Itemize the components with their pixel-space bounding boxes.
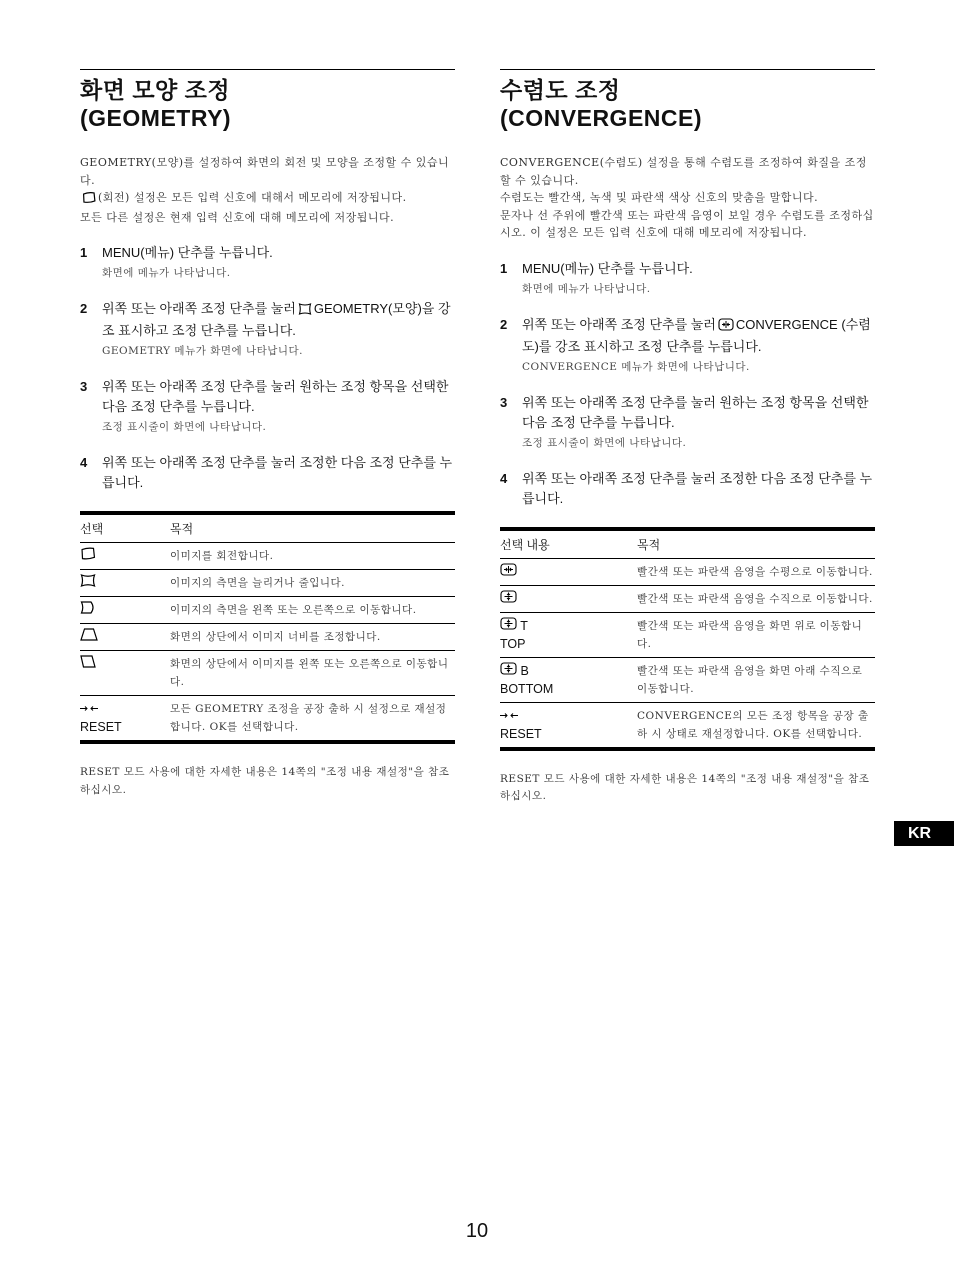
intro-paragraph: (회전) 설정은 모든 입력 신호에 대해서 메모리에 저장됩니다. (80, 189, 455, 209)
table-row: 화면의 상단에서 이미지 너비를 조정합니다. (80, 624, 455, 651)
geometry-section (80, 69, 455, 799)
rotation-icon (82, 191, 96, 209)
title-line-1: 수렴도 조정 (500, 77, 621, 103)
reset-icon (500, 709, 518, 723)
table-row: 이미지를 회전합니다. (80, 543, 455, 570)
intro-paragraph: 모든 다른 설정은 현재 입력 신호에 대해 메모리에 저장됩니다. (80, 210, 395, 224)
rotation-icon (80, 549, 96, 563)
intro-paragraph: 문자나 선 주위에 빨간색 또는 파란색 음영이 보일 경우 수렴도를 조정하십시오. 이 설정은 모든 입력 신호에 대해 메모리에 저장됩니다. (500, 208, 874, 239)
title-line-2: (GEOMETRY) (80, 105, 232, 131)
language-tab: KR (894, 821, 954, 846)
convergence-title (500, 76, 875, 132)
section-rule (500, 69, 875, 70)
convergence-section (500, 69, 875, 806)
geometry-steps (80, 243, 455, 493)
step-1: 1 MENU(메뉴) 단추를 누릅니다. 화면에 메뉴가 나타납니다. (500, 260, 693, 295)
table-row: 이미지의 측면을 늘리거나 줄입니다. (80, 570, 455, 597)
h-convergence-icon (500, 565, 517, 579)
intro-paragraph: CONVERGENCE(수렴도) 설정을 통해 수렴도를 조정하여 화질을 조정할 수 있습니다. (500, 156, 867, 187)
step-4: 4 위쪽 또는 아래쪽 조정 단추를 눌러 조정한 다음 조정 단추를 누릅니다. (500, 470, 873, 506)
pin-balance-icon (80, 603, 96, 617)
convergence-intro (500, 154, 875, 242)
convergence-steps (500, 259, 875, 509)
table-row: 이미지의 측면을 왼쪽 또는 오른쪽으로 이동합니다. (80, 597, 455, 624)
pincushion-icon (80, 576, 96, 590)
table-row: 화면의 상단에서 이미지를 왼쪽 또는 오른쪽으로 이동합니다. (80, 651, 455, 696)
geometry-menu-icon (298, 301, 312, 321)
reset-icon (80, 702, 98, 716)
step-2: 2 위쪽 또는 아래쪽 조정 단추를 눌러 GEOMETRY(모양)을 강조 표시하고 조정 단추를 누릅니다. GEOMETRY 메뉴가 화면에 나타납니다. (80, 301, 451, 357)
geometry-options-table (80, 511, 455, 744)
step-4: 4 위쪽 또는 아래쪽 조정 단추를 눌러 조정한 다음 조정 단추를 누릅니다. (80, 455, 453, 490)
keystone-icon (80, 630, 98, 644)
geometry-footnote: RESET 모드 사용에 대한 자세한 내용은 14쪽의 "조정 내용 재설정"을 참조하십시오. (80, 766, 450, 796)
convergence-footnote: RESET 모드 사용에 대한 자세한 내용은 14쪽의 "조정 내용 재설정"을 참조하십시오. (500, 772, 870, 802)
geometry-intro (80, 154, 455, 226)
table-header-row: 선택 내용 목적 (500, 529, 875, 559)
table-row: RESET CONVERGENCE의 모든 조정 항목을 공장 출하 시 상태로 재설정합니다. OK를 선택합니다. (500, 709, 869, 741)
intro-paragraph: 수렴도는 빨간색, 녹색 및 파란색 색상 신호의 맞춤을 말합니다. (500, 191, 819, 204)
convergence-menu-icon (718, 317, 734, 337)
step-3: 3 위쪽 또는 아래쪽 조정 단추를 눌러 원하는 조정 항목을 선택한 다음 조정 단추를 누릅니다. 조정 표시줄이 화면에 나타납니다. (500, 394, 869, 449)
section-rule (80, 69, 455, 70)
title-line-1: 화면 모양 조정 (80, 77, 231, 103)
table-row: 빨간색 또는 파란색 음영을 수직으로 이동합니다. (500, 585, 875, 612)
step-1: 1 MENU(메뉴) 단추를 누릅니다. 화면에 메뉴가 나타납니다. (80, 245, 273, 279)
table-header-row: 선택 목적 (80, 513, 455, 543)
table-row: B BOTTOM 빨간색 또는 파란색 음영을 화면 아래 수직으로 이동합니다. (500, 657, 875, 702)
table-row: RESET 모든 GEOMETRY 조정을 공장 출하 시 설정으로 재설정합니다. OK를 선택합니다. (80, 703, 447, 734)
convergence-options-table (500, 527, 875, 751)
step-2: 2 위쪽 또는 아래쪽 조정 단추를 눌러 CONVERGENCE (수렴도)를 강조 표시하고 조정 단추를 누릅니다. CONVERGENCE 메뉴가 화면에 나타납니다. (500, 316, 871, 373)
page-number: 10 (465, 1220, 489, 1242)
geometry-title (80, 76, 455, 132)
v-convergence-icon (500, 592, 517, 606)
table-row: 빨간색 또는 파란색 음영을 수평으로 이동합니다. (500, 558, 875, 585)
v-convergence-icon (500, 664, 517, 678)
key-balance-icon (80, 657, 96, 671)
table-row: T TOP 빨간색 또는 파란색 음영을 화면 위로 이동합니다. (500, 612, 875, 657)
v-convergence-icon (500, 619, 517, 633)
intro-paragraph: GEOMETRY(모양)를 설정하여 화면의 회전 및 모양을 조정할 수 있습니다. (80, 156, 450, 187)
title-line-2: (CONVERGENCE) (500, 105, 703, 131)
step-3: 3 위쪽 또는 아래쪽 조정 단추를 눌러 원하는 조정 항목을 선택한 다음 조정 단추를 누릅니다. 조정 표시줄이 화면에 나타납니다. (80, 379, 449, 433)
